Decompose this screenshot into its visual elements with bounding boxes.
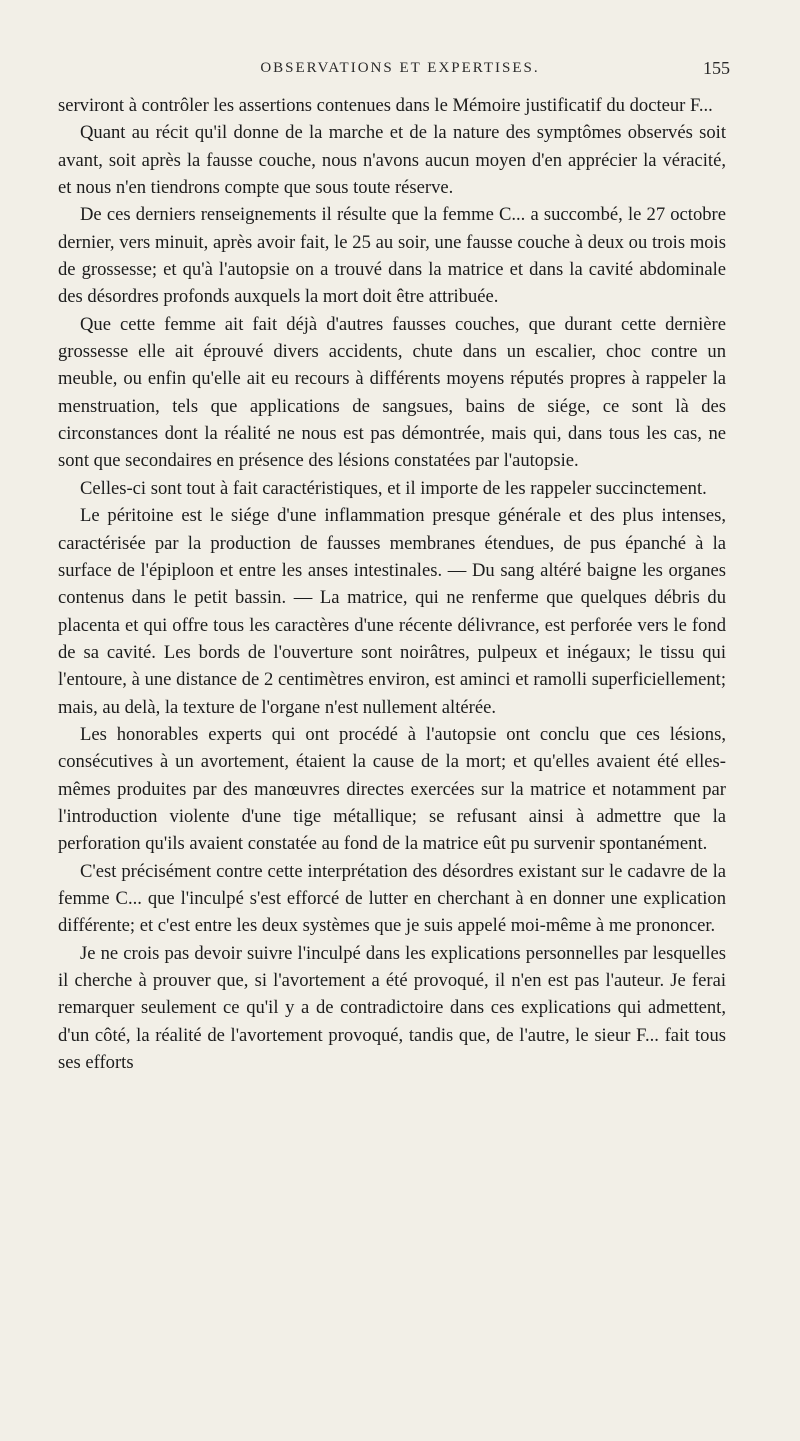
- paragraph: Je ne crois pas devoir suivre l'inculpé dans les explications personnelles par lesquelles il cherche à prouver que, si l'avortement a été provoqué, il n'en est pas l'auteur. Je ferai remarquer seulement ce qu'il y a de contradictoire dans ces explications qui admettent, d'un côté, la réalité de l'avortement provoqué, tandis que, de l'autre, le sieur F... fait tous ses efforts: [58, 942, 726, 1074]
- page-number: 155: [703, 58, 730, 78]
- body-text: [58, 92, 726, 1076]
- paragraph: Les honorables experts qui ont procédé à l'autopsie ont conclu que ces lésions, consécutives à un avortement, étaient la cause de la mort; et qu'elles avaient été elles-mêmes produites par des manœuvres directes exercées sur la matrice et notamment par l'introduction violente d'une tige métallique; se refusant ainsi à admettre que la perforation qu'ils avaient constatée au fond de la matrice eût pu survenir spontanément.: [58, 723, 726, 855]
- paragraph: Celles-ci sont tout à fait caractéristiques, et il importe de les rappeler succinctement.: [80, 477, 707, 499]
- paragraph: Le péritoine est le siége d'une inflammation presque générale et des plus intenses, caractérisée par la production de fausses membranes étendues, de pus épanché à la surface de l'épiploon et entre les anses intestinales. — Du sang altéré baigne les organes contenus dans le petit bassin. — La matrice, qui ne renferme que quelques débris du placenta et qui offre tous les caractères d'une récente délivrance, est perforée vers le fond de sa cavité. Les bords de l'ouverture sont noirâtres, pulpeux et inégaux; le tissu qui l'entoure, à une distance de 2 centimètres environ, est aminci et ramolli superficiellement; mais, au delà, la texture de l'organe n'est nullement altérée.: [58, 505, 726, 718]
- paragraph: Quant au récit qu'il donne de la marche et de la nature des symptômes observés soit avant, soit après la fausse couche, nous n'avons aucun moyen d'en apprécier la véracité, et nous n'en tiendrons compte que sous toute réserve.: [58, 122, 726, 199]
- paragraph: De ces derniers renseignements il résulte que la femme C... a succombé, le 27 octobre dernier, vers minuit, après avoir fait, le 25 au soir, une fausse couche à deux ou trois mois de grossesse; et qu'à l'autopsie on a trouvé dans la matrice et dans la cavité abdominale des désordres profonds auxquels la mort doit être attribuée.: [58, 204, 726, 308]
- paragraph: serviront à contrôler les assertions contenues dans le Mémoire justificatif du docteur F...: [58, 95, 713, 116]
- paragraph: C'est précisément contre cette interprétation des désordres existant sur le cadavre de la femme C... que l'inculpé s'est efforcé de lutter en cherchant à en donner une explication différente; et c'est entre les deux systèmes que je suis appelé moi-même à me prononcer.: [58, 860, 726, 937]
- running-title: OBSERVATIONS ET EXPERTISES.: [260, 60, 540, 76]
- paragraph: Que cette femme ait fait déjà d'autres fausses couches, que durant cette dernière grossesse elle ait éprouvé divers accidents, chute dans un escalier, choc contre un meuble, ou enfin qu'elle ait eu recours à différents moyens réputés propres à rappeler la menstruation, tels que applications de sangsues, bains de siége, ce sont là des circonstances dont la réalité ne nous est pas démontrée, mais qui, dans tous les cas, ne sont que secondaires en présence des lésions constatées par l'autopsie.: [58, 313, 726, 472]
- running-head: [0, 58, 800, 82]
